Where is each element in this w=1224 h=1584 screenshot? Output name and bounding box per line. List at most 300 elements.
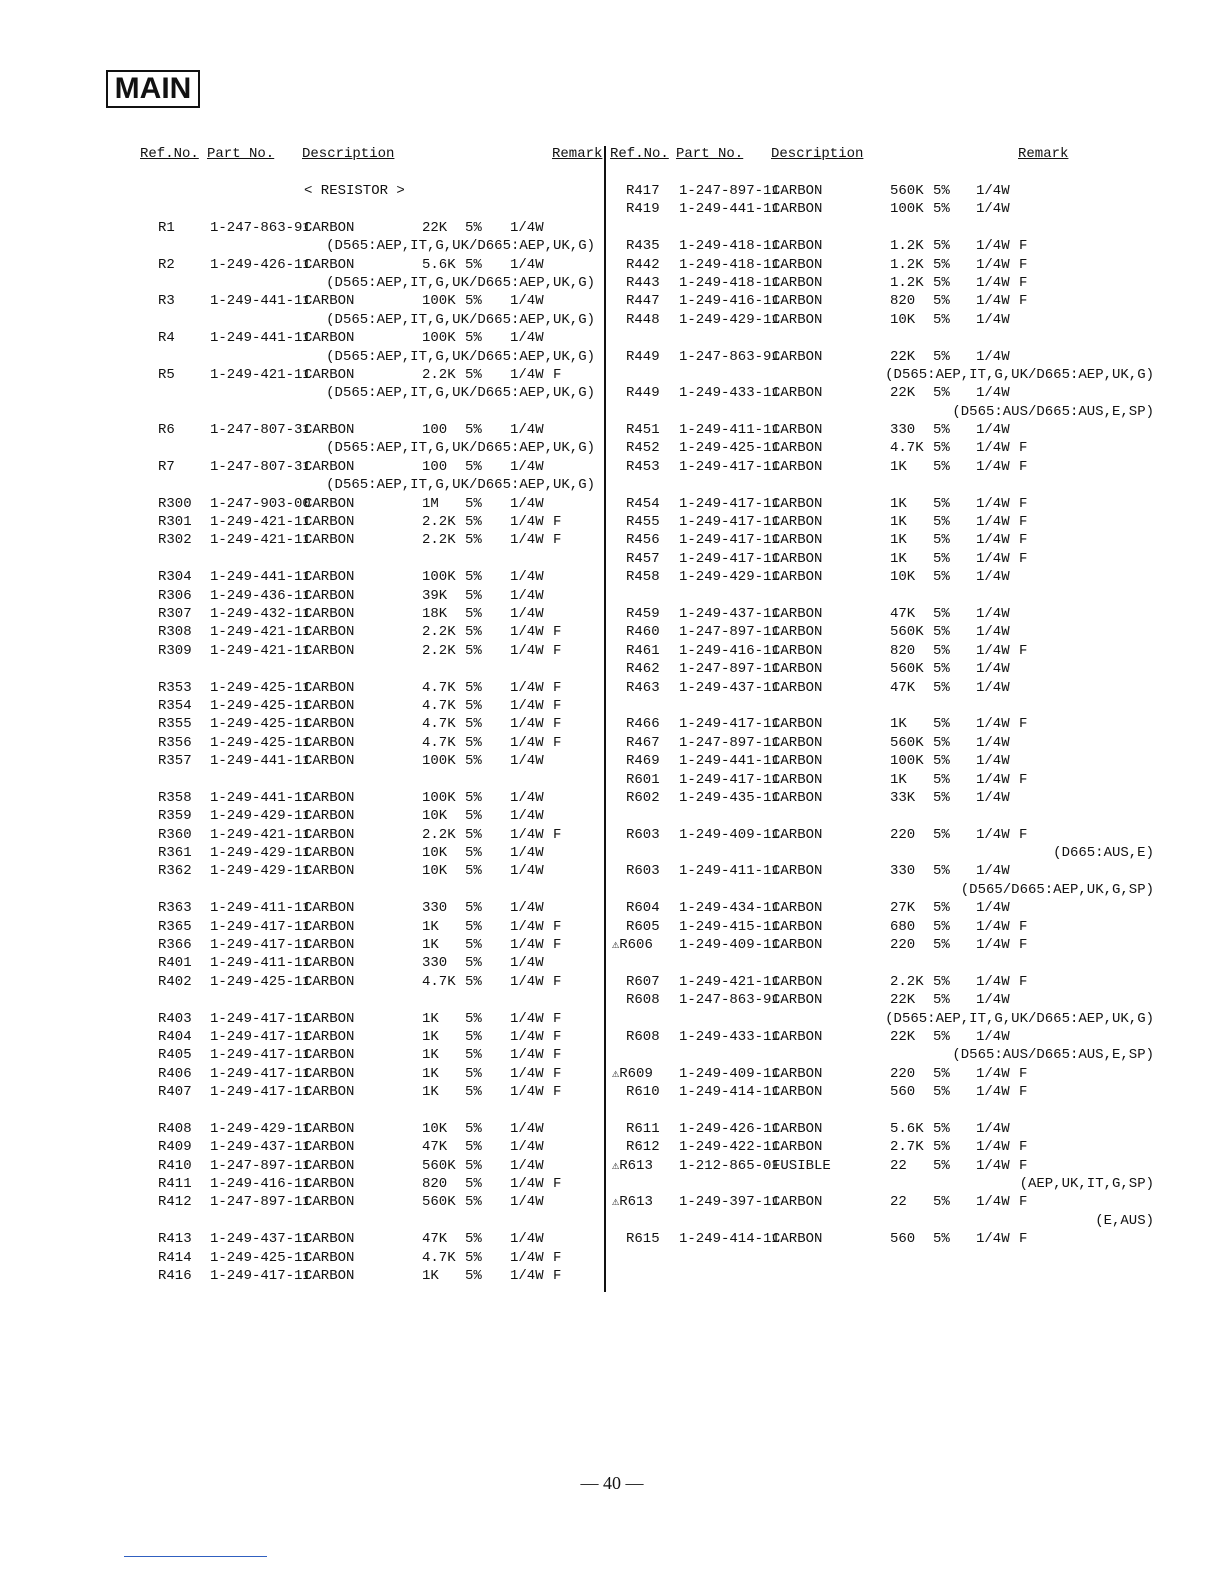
resistance-value: 1K <box>890 771 907 788</box>
part-type: CARBON <box>304 495 355 512</box>
remark-flag: F <box>1019 1231 1028 1248</box>
remark-flag: F <box>1019 1194 1028 1211</box>
resistance-value: 47K <box>890 605 916 622</box>
tolerance: 5% <box>465 1249 482 1266</box>
resistance-value: 33K <box>890 789 916 806</box>
part-row <box>140 623 620 641</box>
tolerance: 5% <box>465 1231 482 1248</box>
remark-note: (D565:AUS/D665:AUS,E,SP) <box>952 403 1154 420</box>
part-type: CARBON <box>772 440 823 457</box>
part-row <box>140 1120 620 1138</box>
remark-flag: F <box>553 1028 562 1045</box>
part-type: CARBON <box>304 569 355 586</box>
ref-no: R306 <box>158 587 192 604</box>
part-no: 1-249-417-11 <box>679 771 780 788</box>
ref-no: R456 <box>626 532 660 549</box>
power-rating: 1/4W <box>510 1010 544 1027</box>
ref-no: R610 <box>626 1084 660 1101</box>
tolerance: 5% <box>465 293 482 310</box>
tolerance: 5% <box>465 514 482 531</box>
remark-note-row <box>140 348 620 366</box>
power-rating: 1/4W <box>976 238 1010 255</box>
part-type: CARBON <box>772 624 823 641</box>
safety-warning-icon: ⚠ <box>612 1066 620 1081</box>
part-type: CARBON <box>304 458 355 475</box>
tolerance: 5% <box>465 569 482 586</box>
resistance-value: 22K <box>422 219 448 236</box>
resistance-value: 330 <box>890 422 916 439</box>
spacer-row <box>610 697 1090 715</box>
tolerance: 5% <box>933 422 950 439</box>
tolerance: 5% <box>465 1157 482 1174</box>
tolerance: 5% <box>933 348 950 365</box>
part-no: 1-249-441-11 <box>210 789 311 806</box>
header-part-left: Part No. <box>207 146 275 162</box>
tolerance: 5% <box>933 679 950 696</box>
ref-no: R459 <box>626 605 660 622</box>
resistance-value: 10K <box>890 569 916 586</box>
remark-note: (D565:AEP,IT,G,UK/D665:AEP,UK,G) <box>326 348 595 365</box>
part-type: CARBON <box>772 789 823 806</box>
tolerance: 5% <box>933 514 950 531</box>
power-rating: 1/4W <box>510 1028 544 1045</box>
resistance-value: 1K <box>890 458 907 475</box>
part-no: 1-249-417-11 <box>210 918 311 935</box>
tolerance: 5% <box>933 918 950 935</box>
tolerance: 5% <box>465 256 482 273</box>
part-type: CARBON <box>304 845 355 862</box>
part-no: 1-249-417-11 <box>210 1084 311 1101</box>
remark-flag: F <box>553 1249 562 1266</box>
remark-flag: F <box>553 642 562 659</box>
part-row <box>610 531 1090 549</box>
power-rating: 1/4W <box>510 514 544 531</box>
part-type: CARBON <box>772 992 823 1009</box>
part-type: CARBON <box>304 1249 355 1266</box>
resistance-value: 220 <box>890 937 916 954</box>
resistance-value: 4.7K <box>422 734 456 751</box>
part-row <box>140 715 620 733</box>
resistance-value: 560K <box>890 734 924 751</box>
tolerance: 5% <box>465 918 482 935</box>
part-row <box>610 752 1090 770</box>
ref-no: R457 <box>626 550 660 567</box>
part-no: 1-249-429-11 <box>210 845 311 862</box>
tolerance: 5% <box>933 973 950 990</box>
remark-note-row <box>140 439 620 457</box>
ref-no: R448 <box>626 311 660 328</box>
tolerance: 5% <box>933 238 950 255</box>
part-row <box>610 311 1090 329</box>
part-type: CARBON <box>304 1194 355 1211</box>
spacer-row <box>140 771 620 789</box>
power-rating: 1/4W <box>976 550 1010 567</box>
power-rating: 1/4W <box>976 992 1010 1009</box>
part-row <box>610 734 1090 752</box>
part-no: 1-212-865-01 <box>679 1157 780 1174</box>
power-rating: 1/4W <box>976 789 1010 806</box>
resistance-value: 10K <box>422 863 448 880</box>
remark-note-row <box>140 384 620 402</box>
remark-flag: F <box>1019 826 1028 843</box>
resistance-value: 2.2K <box>422 366 456 383</box>
part-type: CARBON <box>304 826 355 843</box>
tolerance: 5% <box>933 440 950 457</box>
part-row <box>140 954 620 972</box>
resistance-value: 2.2K <box>422 624 456 641</box>
spacer-row <box>140 1212 620 1230</box>
power-rating: 1/4W <box>976 863 1010 880</box>
tolerance: 5% <box>933 789 950 806</box>
part-row <box>610 1065 1090 1083</box>
part-no: 1-249-417-11 <box>210 1047 311 1064</box>
remark-flag: F <box>1019 642 1028 659</box>
part-type: CARBON <box>772 826 823 843</box>
tolerance: 5% <box>465 1194 482 1211</box>
resistance-value: 22K <box>890 992 916 1009</box>
part-type: CARBON <box>304 1120 355 1137</box>
ref-no <box>612 936 653 954</box>
remark-flag: F <box>553 1084 562 1101</box>
tolerance: 5% <box>933 532 950 549</box>
tolerance: 5% <box>465 1139 482 1156</box>
spacer-row <box>140 881 620 899</box>
part-no: 1-249-429-11 <box>210 863 311 880</box>
part-type: CARBON <box>304 219 355 236</box>
tolerance: 5% <box>465 219 482 236</box>
power-rating: 1/4W <box>510 532 544 549</box>
part-row <box>140 568 620 586</box>
part-no: 1-249-429-11 <box>679 311 780 328</box>
power-rating: 1/4W <box>976 753 1010 770</box>
part-type: CARBON <box>772 422 823 439</box>
ref-no: R357 <box>158 753 192 770</box>
part-type: CARBON <box>772 1120 823 1137</box>
remark-note: (D565:AEP,IT,G,UK/D665:AEP,UK,G) <box>885 366 1154 383</box>
part-row <box>140 292 620 310</box>
ref-no: R451 <box>626 422 660 439</box>
remark-flag: F <box>1019 1157 1028 1174</box>
power-rating: 1/4W <box>976 1139 1010 1156</box>
part-type: CARBON <box>772 550 823 567</box>
remark-flag: F <box>1019 1065 1028 1082</box>
resistance-value: 4.7K <box>422 1249 456 1266</box>
resistance-value: 100 <box>422 422 448 439</box>
part-no: 1-249-441-11 <box>679 753 780 770</box>
power-rating: 1/4W <box>510 863 544 880</box>
part-no: 1-249-418-11 <box>679 274 780 291</box>
ref-no: R302 <box>158 532 192 549</box>
power-rating: 1/4W <box>976 311 1010 328</box>
part-row <box>610 826 1090 844</box>
part-type: CARBON <box>304 330 355 347</box>
tolerance: 5% <box>465 955 482 972</box>
part-row <box>610 348 1090 366</box>
resistance-value: 2.2K <box>422 826 456 843</box>
part-no: 1-249-429-11 <box>210 1120 311 1137</box>
resistance-value: 1M <box>422 495 439 512</box>
part-type: CARBON <box>772 771 823 788</box>
part-type: CARBON <box>304 1084 355 1101</box>
ref-no: R608 <box>626 992 660 1009</box>
part-row <box>610 789 1090 807</box>
ref-no: R405 <box>158 1047 192 1064</box>
part-type: CARBON <box>772 918 823 935</box>
part-no: 1-249-409-11 <box>679 1065 780 1082</box>
remark-note: (D565:AEP,IT,G,UK/D665:AEP,UK,G) <box>326 477 595 494</box>
part-row <box>140 1065 620 1083</box>
part-row <box>610 715 1090 733</box>
ref-no: R304 <box>158 569 192 586</box>
ref-no: R406 <box>158 1065 192 1082</box>
remark-flag: F <box>553 514 562 531</box>
part-type: CARBON <box>772 661 823 678</box>
part-type: CARBON <box>772 1139 823 1156</box>
ref-no: R4 <box>158 330 175 347</box>
tolerance: 5% <box>933 201 950 218</box>
power-rating: 1/4W <box>976 1157 1010 1174</box>
remark-note-row <box>610 366 1154 384</box>
power-rating: 1/4W <box>510 569 544 586</box>
remark-flag: F <box>553 679 562 696</box>
remark-note: (D665:AUS,E) <box>1053 845 1154 862</box>
power-rating: 1/4W <box>510 1139 544 1156</box>
resistance-value: 1K <box>422 1268 439 1285</box>
resistance-value: 820 <box>422 1176 448 1193</box>
part-no: 1-249-421-11 <box>210 366 311 383</box>
ref-no: R454 <box>626 495 660 512</box>
part-type: CARBON <box>772 238 823 255</box>
part-no: 1-249-397-11 <box>679 1194 780 1211</box>
part-no: 1-247-897-11 <box>679 183 780 199</box>
part-type: CARBON <box>304 697 355 714</box>
resistance-value: 1.2K <box>890 274 924 291</box>
part-type: FUSIBLE <box>772 1157 831 1174</box>
left-parts-list <box>140 182 620 1285</box>
part-type: CARBON <box>772 734 823 751</box>
power-rating: 1/4W <box>510 1065 544 1082</box>
resistance-value: 100K <box>422 330 456 347</box>
part-row <box>610 973 1090 991</box>
spacer-row <box>610 954 1090 972</box>
power-rating: 1/4W <box>976 918 1010 935</box>
tolerance: 5% <box>465 808 482 825</box>
resistance-value: 820 <box>890 642 916 659</box>
tolerance: 5% <box>933 293 950 310</box>
ref-no: R401 <box>158 955 192 972</box>
tolerance: 5% <box>933 624 950 641</box>
part-row <box>140 1046 620 1064</box>
tolerance: 5% <box>465 1084 482 1101</box>
tolerance: 5% <box>465 1028 482 1045</box>
power-rating: 1/4W <box>976 937 1010 954</box>
ref-no: R455 <box>626 514 660 531</box>
part-no: 1-247-897-11 <box>210 1157 311 1174</box>
ref-no: R462 <box>626 661 660 678</box>
part-row <box>610 495 1090 513</box>
part-type: CARBON <box>304 1028 355 1045</box>
power-rating: 1/4W <box>510 697 544 714</box>
part-type: CARBON <box>304 1047 355 1064</box>
tolerance: 5% <box>933 661 950 678</box>
part-no: 1-249-437-11 <box>679 679 780 696</box>
part-no: 1-249-416-11 <box>679 293 780 310</box>
part-row <box>610 1230 1090 1248</box>
header-remark-right: Remark <box>1018 146 1069 162</box>
part-type: CARBON <box>304 605 355 622</box>
part-no: 1-247-807-31 <box>210 458 311 475</box>
resistance-value: 560K <box>890 183 924 199</box>
part-row <box>140 697 620 715</box>
resistance-value: 22K <box>890 1028 916 1045</box>
part-type: CARBON <box>304 789 355 806</box>
ref-no <box>612 1065 653 1083</box>
part-no: 1-249-425-11 <box>210 734 311 751</box>
tolerance: 5% <box>465 1010 482 1027</box>
resistance-value: 22K <box>890 348 916 365</box>
power-rating: 1/4W <box>976 661 1010 678</box>
resistance-value: 1K <box>890 514 907 531</box>
tolerance: 5% <box>933 716 950 733</box>
remark-flag: F <box>553 624 562 641</box>
remark-flag: F <box>1019 238 1028 255</box>
part-no: 1-249-415-11 <box>679 918 780 935</box>
power-rating: 1/4W <box>976 256 1010 273</box>
part-row <box>610 182 1090 200</box>
part-row <box>610 918 1090 936</box>
part-no: 1-247-897-11 <box>679 624 780 641</box>
tolerance: 5% <box>465 458 482 475</box>
tolerance: 5% <box>933 753 950 770</box>
part-no: 1-249-417-11 <box>679 458 780 475</box>
part-no: 1-247-897-11 <box>679 734 780 751</box>
part-type: CARBON <box>772 973 823 990</box>
part-type: CARBON <box>772 753 823 770</box>
part-no: 1-249-417-11 <box>679 514 780 531</box>
header-desc-right: Description <box>771 146 864 162</box>
tolerance: 5% <box>933 1139 950 1156</box>
part-row <box>610 1083 1090 1101</box>
part-row <box>140 679 620 697</box>
tolerance: 5% <box>933 734 950 751</box>
part-row <box>140 807 620 825</box>
part-no: 1-247-807-31 <box>210 422 311 439</box>
part-type: CARBON <box>772 495 823 512</box>
resistance-value: 560K <box>890 624 924 641</box>
remark-flag: F <box>1019 918 1028 935</box>
ref-no: R359 <box>158 808 192 825</box>
part-no: 1-249-425-11 <box>210 1249 311 1266</box>
part-type: CARBON <box>772 348 823 365</box>
part-row <box>140 734 620 752</box>
power-rating: 1/4W <box>976 973 1010 990</box>
tolerance: 5% <box>465 789 482 806</box>
power-rating: 1/4W <box>510 256 544 273</box>
remark-note: (D565:AEP,IT,G,UK/D665:AEP,UK,G) <box>326 385 595 402</box>
part-no: 1-247-897-11 <box>679 661 780 678</box>
safety-warning-icon: ⚠ <box>612 938 620 953</box>
part-row <box>610 439 1090 457</box>
part-type: CARBON <box>772 1065 823 1082</box>
part-no: 1-249-422-11 <box>679 1139 780 1156</box>
part-row <box>140 642 620 660</box>
tolerance: 5% <box>933 1231 950 1248</box>
part-no: 1-249-417-11 <box>679 495 780 512</box>
part-row <box>140 1193 620 1211</box>
resistance-value: 100K <box>422 789 456 806</box>
power-rating: 1/4W <box>976 716 1010 733</box>
power-rating: 1/4W <box>976 495 1010 512</box>
remark-flag: F <box>553 697 562 714</box>
part-row <box>610 660 1090 678</box>
tolerance: 5% <box>465 863 482 880</box>
power-rating: 1/4W <box>510 808 544 825</box>
resistance-value: 5.6K <box>422 256 456 273</box>
part-row <box>140 605 620 623</box>
ref-no: R354 <box>158 697 192 714</box>
tolerance: 5% <box>933 1194 950 1211</box>
tolerance: 5% <box>933 274 950 291</box>
part-no: 1-249-414-11 <box>679 1231 780 1248</box>
part-row <box>610 679 1090 697</box>
part-row <box>140 973 620 991</box>
power-rating: 1/4W <box>510 1231 544 1248</box>
power-rating: 1/4W <box>976 183 1010 199</box>
tolerance: 5% <box>465 753 482 770</box>
part-row <box>140 752 620 770</box>
part-row <box>140 531 620 549</box>
tolerance: 5% <box>465 679 482 696</box>
part-no: 1-249-411-11 <box>679 863 780 880</box>
resistance-value: 10K <box>422 845 448 862</box>
remark-flag: F <box>1019 514 1028 531</box>
part-row <box>610 1120 1090 1138</box>
remark-flag: F <box>553 1010 562 1027</box>
spacer-row <box>140 200 620 218</box>
power-rating: 1/4W <box>510 293 544 310</box>
spacer-row <box>140 1102 620 1120</box>
power-rating: 1/4W <box>510 1157 544 1174</box>
safety-warning-icon: ⚠ <box>612 1195 620 1210</box>
resistance-value: 2.2K <box>422 514 456 531</box>
part-type: CARBON <box>772 1194 823 1211</box>
part-no: 1-247-863-91 <box>210 219 311 236</box>
power-rating: 1/4W <box>510 642 544 659</box>
part-row <box>610 1193 1090 1211</box>
resistance-value: 1K <box>890 532 907 549</box>
power-rating: 1/4W <box>976 458 1010 475</box>
ref-no: R366 <box>158 937 192 954</box>
part-row <box>610 623 1090 641</box>
part-no: 1-249-429-11 <box>210 808 311 825</box>
part-row <box>140 587 620 605</box>
part-type: CARBON <box>772 274 823 291</box>
part-row <box>610 458 1090 476</box>
power-rating: 1/4W <box>976 514 1010 531</box>
part-type: CARBON <box>772 293 823 310</box>
tolerance: 5% <box>933 385 950 402</box>
spacer-row <box>610 219 1090 237</box>
ref-no: R307 <box>158 605 192 622</box>
ref-no: R5 <box>158 366 175 383</box>
remark-note: (D565:AEP,IT,G,UK/D665:AEP,UK,G) <box>326 274 595 291</box>
part-no: 1-249-417-11 <box>210 1268 311 1285</box>
part-type: CARBON <box>772 716 823 733</box>
right-parts-list <box>610 182 1154 1249</box>
part-no: 1-249-425-11 <box>679 440 780 457</box>
part-no: 1-249-417-11 <box>210 1028 311 1045</box>
part-type: CARBON <box>304 366 355 383</box>
